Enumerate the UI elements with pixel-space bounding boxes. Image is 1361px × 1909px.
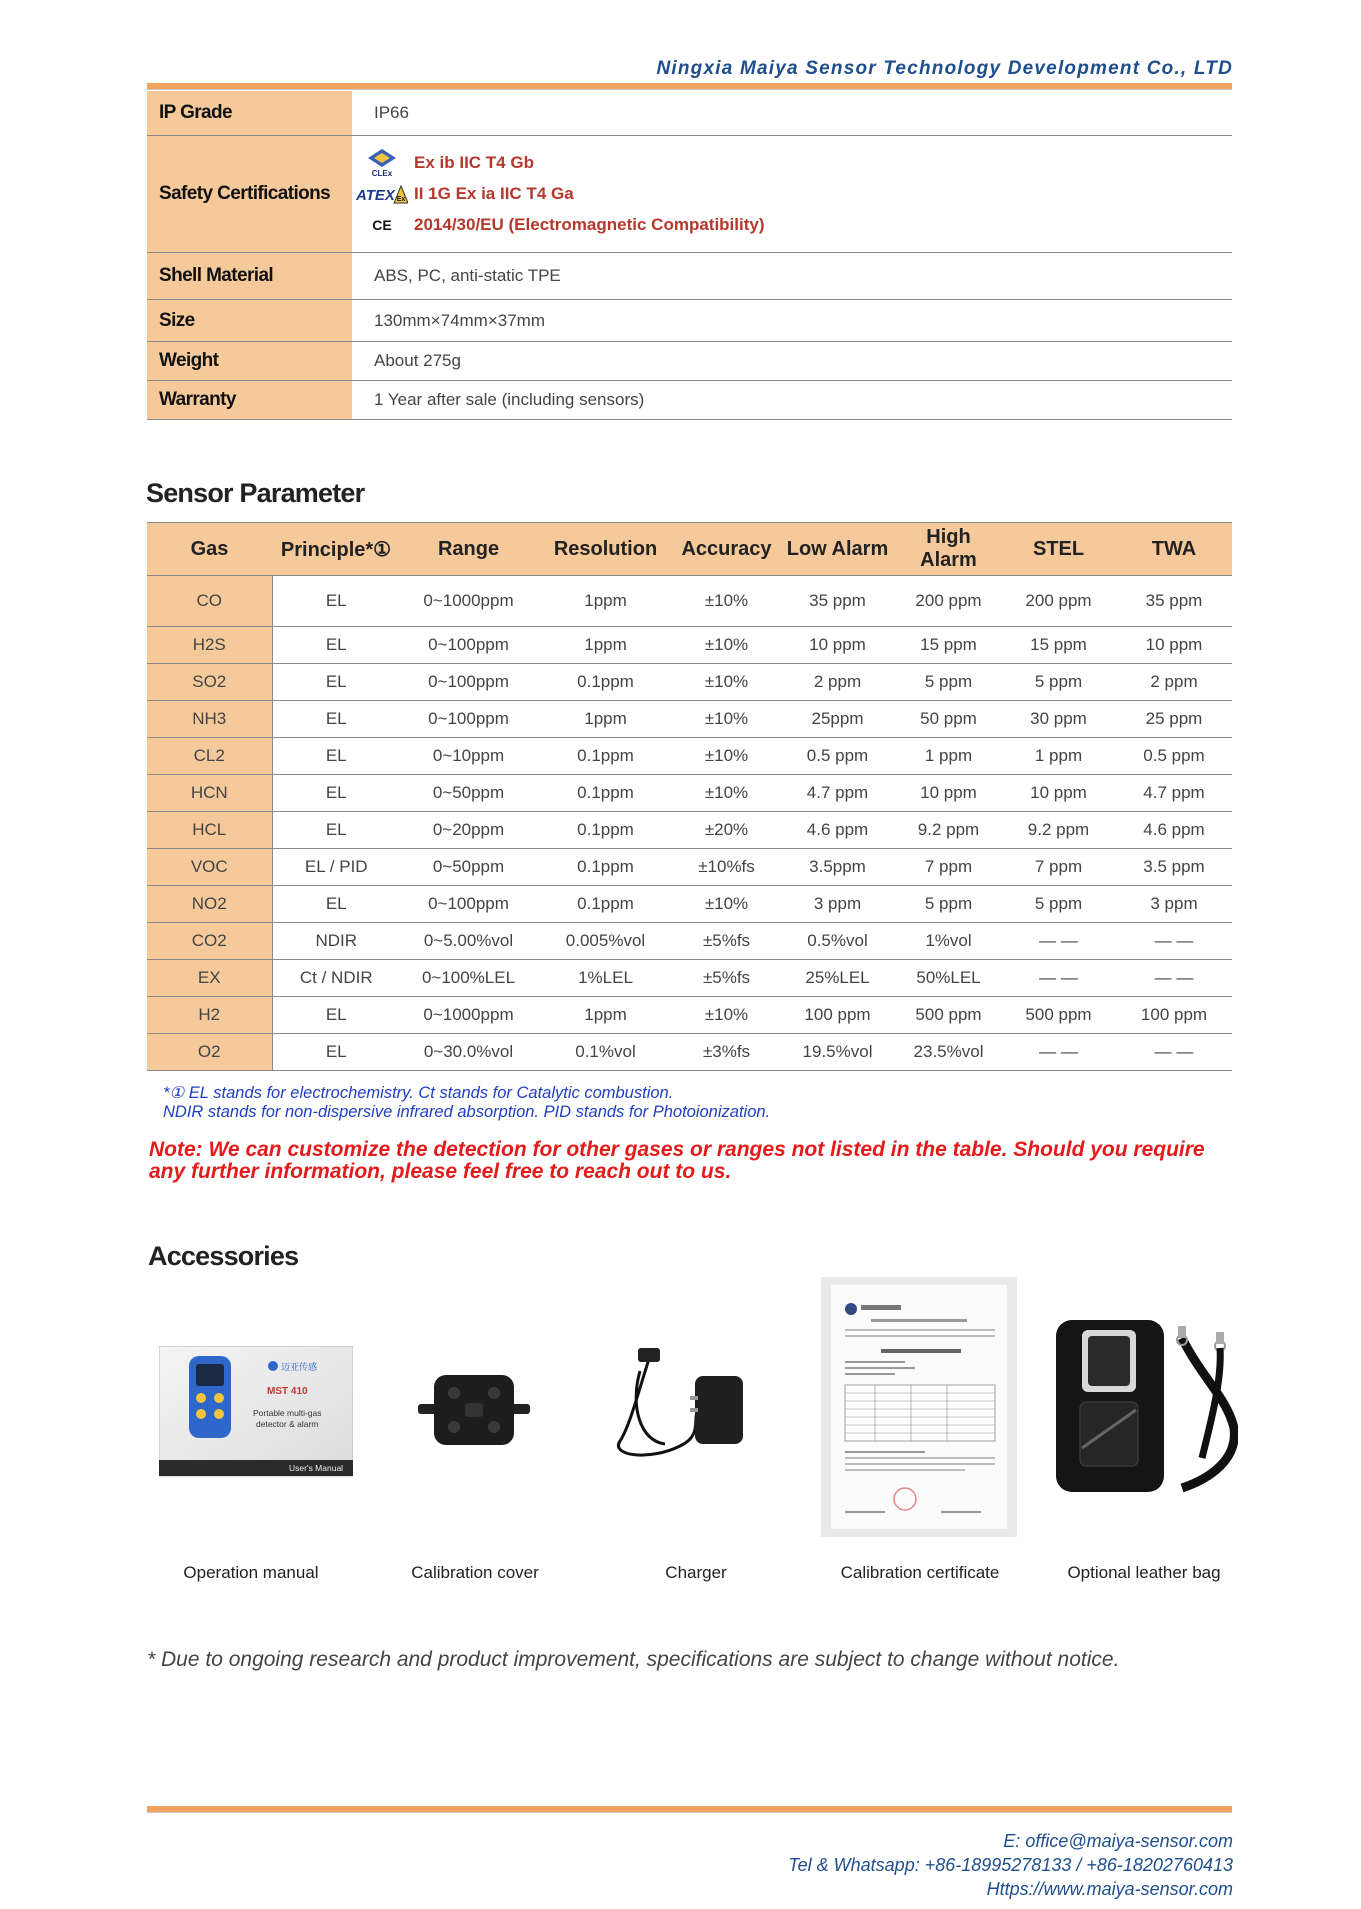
sensor-value-cell: 9.2 ppm [896, 812, 1001, 849]
accessory-label-calibration-cover: Calibration cover [411, 1563, 539, 1582]
column-header: STEL [1001, 523, 1116, 576]
cert-list [352, 136, 765, 252]
sensor-value-cell: ±10% [674, 997, 779, 1034]
sensor-value-cell: ±3%fs [674, 1034, 779, 1071]
cert-line-clex [356, 148, 765, 179]
column-header: Principle*① [272, 523, 400, 576]
sensor-value-cell: Ct / NDIR [272, 960, 400, 997]
sensor-value-cell: 7 ppm [1001, 849, 1116, 886]
footnote-abbreviations: NDIR stands for non-dispersive infrared absorption. PID stands for Photoionization. [163, 1103, 771, 1121]
sensor-value-cell: NDIR [272, 923, 400, 960]
sensor-value-cell: — — [1001, 923, 1116, 960]
sensor-value-cell: EL [272, 812, 400, 849]
sensor-value-cell: 0.5 ppm [1116, 738, 1232, 775]
contact-phone[interactable]: Tel & Whatsapp: +86-18995278133 / +86-18202760413 [788, 1855, 1233, 1875]
spec-label: Safety Certifications [147, 136, 352, 252]
sensor-value-cell: EL [272, 738, 400, 775]
sensor-row [147, 1034, 1232, 1071]
sensor-value-cell: 0.005%vol [537, 923, 674, 960]
spec-value: ABS, PC, anti-static TPE [374, 266, 561, 285]
sensor-value-cell: 1ppm [537, 997, 674, 1034]
sensor-row [147, 701, 1232, 738]
sensor-value-cell: 4.6 ppm [1116, 812, 1232, 849]
sensor-value-cell: — — [1116, 960, 1232, 997]
sensor-row [147, 738, 1232, 775]
sensor-value-cell: 25ppm [779, 701, 896, 738]
cert-text: 2014/30/EU (Electromagnetic Compatibility) [414, 215, 765, 234]
spec-value: IP66 [374, 103, 409, 122]
sensor-value-cell: 200 ppm [896, 576, 1001, 627]
atex-logo-icon [356, 183, 408, 205]
sensor-value-cell: 10 ppm [1001, 775, 1116, 812]
sensor-value-cell: ±20% [674, 812, 779, 849]
sensor-value-cell: 5 ppm [1001, 886, 1116, 923]
spec-row-weight [147, 342, 1232, 381]
ce-mark-icon: CE [372, 217, 392, 233]
sensor-value-cell: 0.1ppm [537, 775, 674, 812]
accessories-section-title: Accessories [148, 1241, 299, 1271]
sensor-value-cell: 3.5ppm [779, 849, 896, 886]
sensor-value-cell: 10 ppm [896, 775, 1001, 812]
column-header: Accuracy [674, 523, 779, 576]
sensor-row [147, 576, 1232, 627]
sensor-value-cell: 0~1000ppm [400, 576, 537, 627]
sensor-value-cell: 5 ppm [1001, 664, 1116, 701]
sensor-value-cell: 10 ppm [779, 627, 896, 664]
sensor-value-cell: 25%LEL [779, 960, 896, 997]
svg-text:Portable multi-gas: Portable multi-gas [253, 1408, 322, 1418]
sensor-value-cell: 7 ppm [896, 849, 1001, 886]
gas-name-cell: EX [147, 960, 272, 997]
calibration-certificate-image [821, 1277, 1017, 1537]
sensor-row [147, 627, 1232, 664]
sensor-value-cell: EL [272, 997, 400, 1034]
sensor-value-cell: ±10% [674, 886, 779, 923]
gas-name-cell: CO [147, 576, 272, 627]
gas-name-cell: CL2 [147, 738, 272, 775]
accessory-label-leather-bag: Optional leather bag [1067, 1563, 1221, 1582]
gas-name-cell: VOC [147, 849, 272, 886]
sensor-value-cell: 1ppm [537, 701, 674, 738]
column-header: TWA [1116, 523, 1232, 576]
sensor-value-cell: 0.1ppm [537, 738, 674, 775]
sensor-value-cell: 0~100ppm [400, 886, 537, 923]
spec-row-shell [147, 253, 1232, 300]
column-header: Gas [147, 523, 272, 576]
sensor-value-cell: 1 ppm [896, 738, 1001, 775]
sensor-value-cell: 4.6 ppm [779, 812, 896, 849]
sensor-value-cell: 0~100%LEL [400, 960, 537, 997]
sensor-value-cell: ±5%fs [674, 960, 779, 997]
sensor-value-cell: 500 ppm [896, 997, 1001, 1034]
sensor-section-title: Sensor Parameter [146, 478, 365, 508]
sensor-value-cell: 23.5%vol [896, 1034, 1001, 1071]
accessory-label-operation-manual: Operation manual [183, 1563, 319, 1582]
svg-text:CLEx: CLEx [371, 169, 393, 178]
sensor-value-cell: 0~20ppm [400, 812, 537, 849]
sensor-value-cell: 2 ppm [1116, 664, 1232, 701]
sensor-table-body [147, 576, 1232, 1071]
sensor-value-cell: 1%vol [896, 923, 1001, 960]
operation-manual-image [159, 1346, 353, 1482]
sensor-value-cell: ±10% [674, 701, 779, 738]
sensor-value-cell: 500 ppm [1001, 997, 1116, 1034]
sensor-value-cell: 1 ppm [1001, 738, 1116, 775]
svg-text:ATEX: ATEX [356, 187, 395, 204]
column-header: Low Alarm [779, 523, 896, 576]
sensor-value-cell: 0~100ppm [400, 627, 537, 664]
sensor-value-cell: EL [272, 627, 400, 664]
calibration-cover-image [418, 1371, 530, 1451]
sensor-value-cell: 0.1ppm [537, 664, 674, 701]
cert-line-ce [356, 210, 765, 241]
sensor-value-cell: 0~50ppm [400, 849, 537, 886]
sensor-value-cell: EL [272, 664, 400, 701]
sensor-value-cell: 35 ppm [779, 576, 896, 627]
header-rule [147, 83, 1232, 90]
gas-name-cell: O2 [147, 1034, 272, 1071]
spec-row-safety [147, 136, 1232, 253]
sensor-header-row [147, 523, 1232, 576]
sensor-value-cell: 1%LEL [537, 960, 674, 997]
sensor-value-cell: 5 ppm [896, 664, 1001, 701]
accessory-label-calibration-certificate: Calibration certificate [840, 1563, 1000, 1582]
sensor-value-cell: 100 ppm [1116, 997, 1232, 1034]
sensor-value-cell: 200 ppm [1001, 576, 1116, 627]
sensor-value-cell: ±10% [674, 775, 779, 812]
sensor-row [147, 960, 1232, 997]
cert-line-atex [356, 179, 765, 210]
sensor-value-cell: 19.5%vol [779, 1034, 896, 1071]
sensor-row [147, 775, 1232, 812]
sensor-value-cell: EL [272, 775, 400, 812]
sensor-value-cell: 4.7 ppm [1116, 775, 1232, 812]
spec-value: 130mm×74mm×37mm [374, 310, 546, 330]
sensor-value-cell: ±10%fs [674, 849, 779, 886]
sensor-row [147, 923, 1232, 960]
sensor-value-cell: 9.2 ppm [1001, 812, 1116, 849]
sensor-row [147, 812, 1232, 849]
sensor-value-cell: 0~50ppm [400, 775, 537, 812]
sensor-value-cell: 30 ppm [1001, 701, 1116, 738]
charger-image [610, 1346, 755, 1466]
sensor-value-cell: — — [1001, 1034, 1116, 1071]
svg-text:User's Manual: User's Manual [289, 1463, 344, 1473]
sensor-value-cell: 3 ppm [779, 886, 896, 923]
clex-logo-icon [356, 148, 408, 178]
sensor-value-cell: 0.5%vol [779, 923, 896, 960]
sensor-value-cell: — — [1116, 1034, 1232, 1071]
sensor-value-cell: 1ppm [537, 576, 674, 627]
spec-table [147, 91, 1232, 420]
sensor-value-cell: 15 ppm [1001, 627, 1116, 664]
spec-label: Shell Material [147, 253, 352, 299]
sensor-value-cell: 5 ppm [896, 886, 1001, 923]
sensor-value-cell: ±10% [674, 627, 779, 664]
leather-bag-image [1052, 1318, 1238, 1498]
svg-text:detector & alarm: detector & alarm [256, 1419, 319, 1429]
cert-text: II 1G Ex ia IIC T4 Ga [414, 184, 574, 203]
sensor-value-cell: ±5%fs [674, 923, 779, 960]
column-header: High Alarm [896, 523, 1001, 576]
disclaimer: * Due to ongoing research and product improvement, specifications are subject to change without notice. [147, 1648, 1120, 1671]
sensor-value-cell: EL [272, 701, 400, 738]
sensor-table [147, 522, 1232, 1071]
sensor-value-cell: 3 ppm [1116, 886, 1232, 923]
footer-rule [147, 1806, 1232, 1813]
gas-name-cell: SO2 [147, 664, 272, 701]
footnote-principle: *① EL stands for electrochemistry. Ct stands for Catalytic combustion. [163, 1084, 674, 1102]
gas-name-cell: NO2 [147, 886, 272, 923]
sensor-value-cell: 35 ppm [1116, 576, 1232, 627]
gas-name-cell: HCN [147, 775, 272, 812]
sensor-value-cell: 0.1%vol [537, 1034, 674, 1071]
spec-label: Weight [147, 342, 352, 380]
sensor-value-cell: 100 ppm [779, 997, 896, 1034]
spec-row-ip-grade [147, 91, 1232, 136]
contact-website[interactable]: Https://www.maiya-sensor.com [986, 1879, 1233, 1899]
sensor-value-cell: ±10% [674, 664, 779, 701]
sensor-value-cell: 0.1ppm [537, 812, 674, 849]
svg-text:迈亚传感: 迈亚传感 [281, 1363, 318, 1373]
spec-row-warranty [147, 381, 1232, 420]
sensor-value-cell: 0~100ppm [400, 664, 537, 701]
sensor-value-cell: EL / PID [272, 849, 400, 886]
svg-text:MST 410: MST 410 [267, 1386, 308, 1397]
sensor-value-cell: 4.7 ppm [779, 775, 896, 812]
company-name: Ningxia Maiya Sensor Technology Development Co., LTD [656, 58, 1233, 79]
sensor-value-cell: 50%LEL [896, 960, 1001, 997]
customization-note: Note: We can customize the detection for other gases or ranges not listed in the table. Should you require any further information, please feel free to reach out to us. [149, 1138, 1205, 1183]
sensor-value-cell: 0~10ppm [400, 738, 537, 775]
sensor-row [147, 664, 1232, 701]
sensor-value-cell: 15 ppm [896, 627, 1001, 664]
sensor-value-cell: 10 ppm [1116, 627, 1232, 664]
sensor-value-cell: 25 ppm [1116, 701, 1232, 738]
spec-label: Warranty [147, 381, 352, 419]
gas-name-cell: H2 [147, 997, 272, 1034]
spec-row-size [147, 300, 1232, 342]
sensor-row [147, 886, 1232, 923]
accessory-label-charger: Charger [665, 1563, 727, 1582]
sensor-value-cell: 0~1000ppm [400, 997, 537, 1034]
sensor-value-cell: — — [1001, 960, 1116, 997]
spec-label: IP Grade [147, 91, 352, 135]
sensor-value-cell: 2 ppm [779, 664, 896, 701]
spec-value: About 275g [374, 351, 461, 370]
sensor-value-cell: 3.5 ppm [1116, 849, 1232, 886]
sensor-value-cell: ±10% [674, 738, 779, 775]
spec-label: Size [147, 300, 352, 341]
column-header: Resolution [537, 523, 674, 576]
sensor-value-cell: 0~100ppm [400, 701, 537, 738]
sensor-row [147, 849, 1232, 886]
sensor-value-cell: EL [272, 576, 400, 627]
sensor-value-cell: 0.1ppm [537, 886, 674, 923]
sensor-value-cell: ±10% [674, 576, 779, 627]
cert-text: Ex ib IIC T4 Gb [414, 153, 534, 172]
spec-value: 1 Year after sale (including sensors) [374, 390, 645, 409]
sensor-value-cell: 0~30.0%vol [400, 1034, 537, 1071]
column-header: Range [400, 523, 537, 576]
svg-text:Ex: Ex [396, 196, 406, 203]
sensor-value-cell: 0.1ppm [537, 849, 674, 886]
gas-name-cell: NH3 [147, 701, 272, 738]
sensor-value-cell: 50 ppm [896, 701, 1001, 738]
sensor-value-cell: 1ppm [537, 627, 674, 664]
sensor-row [147, 997, 1232, 1034]
contact-email[interactable]: E: office@maiya-sensor.com [1003, 1831, 1233, 1851]
sensor-value-cell: 0~5.00%vol [400, 923, 537, 960]
sensor-value-cell: EL [272, 1034, 400, 1071]
gas-name-cell: CO2 [147, 923, 272, 960]
sensor-value-cell: EL [272, 886, 400, 923]
sensor-value-cell: 0.5 ppm [779, 738, 896, 775]
gas-name-cell: HCL [147, 812, 272, 849]
sensor-value-cell: — — [1116, 923, 1232, 960]
gas-name-cell: H2S [147, 627, 272, 664]
